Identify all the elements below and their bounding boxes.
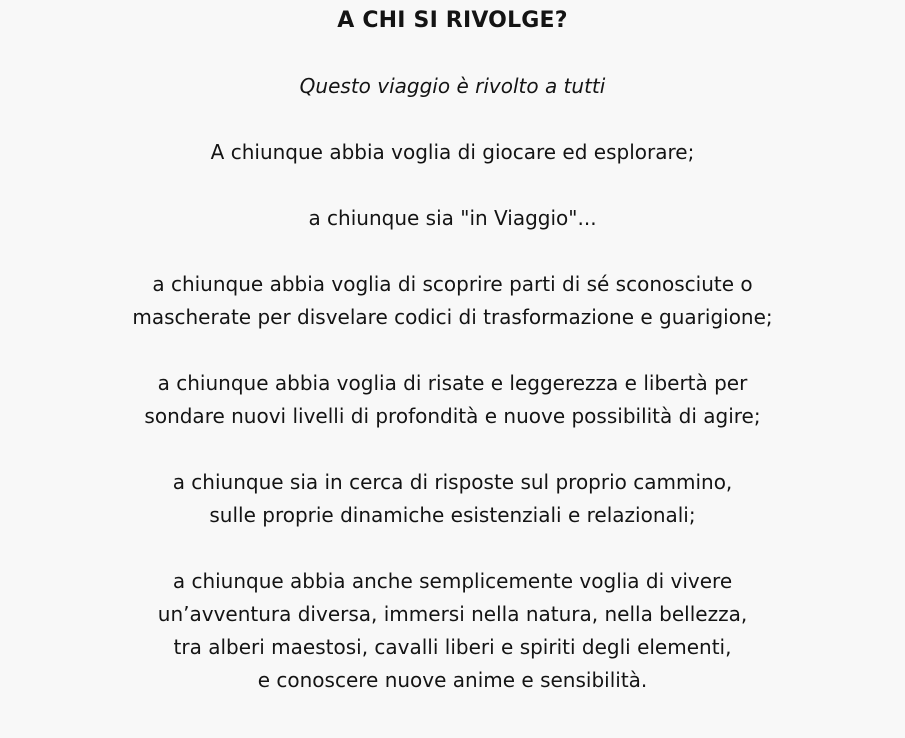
paragraph-line: a chiunque abbia voglia di scoprire parti di sé sconosciute o <box>152 272 753 296</box>
paragraph-line: a chiunque abbia voglia di risate e leggerezza e libertà per <box>157 371 748 395</box>
paragraph-line: a chiunque sia "in Viaggio"... <box>308 206 597 230</box>
paragraph-line: sulle proprie dinamiche esistenziali e relazionali; <box>209 503 696 527</box>
paragraph-line: tra alberi maestosi, cavalli liberi e spiriti degli elementi, <box>173 635 732 659</box>
paragraph-play-explore <box>0 136 905 169</box>
paragraph-line: un’avventura diversa, immersi nella natura, nella bellezza, <box>157 602 748 626</box>
paragraph-line: e conoscere nuove anime e sensibilità. <box>257 668 648 692</box>
paragraph-line: A chiunque abbia voglia di giocare ed esplorare; <box>210 140 695 164</box>
section-subtitle: Questo viaggio è rivolto a tutti <box>299 74 606 98</box>
paragraph-discover-self <box>0 268 905 334</box>
paragraph-adventure-nature <box>0 565 905 697</box>
paragraph-seeking-answers <box>0 466 905 532</box>
section-title: A CHI SI RIVOLGE? <box>337 8 568 33</box>
paragraph-line: a chiunque sia in cerca di risposte sul proprio cammino, <box>172 470 733 494</box>
paragraph-line: mascherate per disvelare codici di trasformazione e guarigione; <box>132 305 773 329</box>
paragraph-laughter-lightness <box>0 367 905 433</box>
paragraph-in-viaggio <box>0 202 905 235</box>
paragraph-line: sondare nuovi livelli di profondità e nuove possibilità di agire; <box>144 404 761 428</box>
paragraph-line: a chiunque abbia anche semplicemente voglia di vivere <box>172 569 733 593</box>
